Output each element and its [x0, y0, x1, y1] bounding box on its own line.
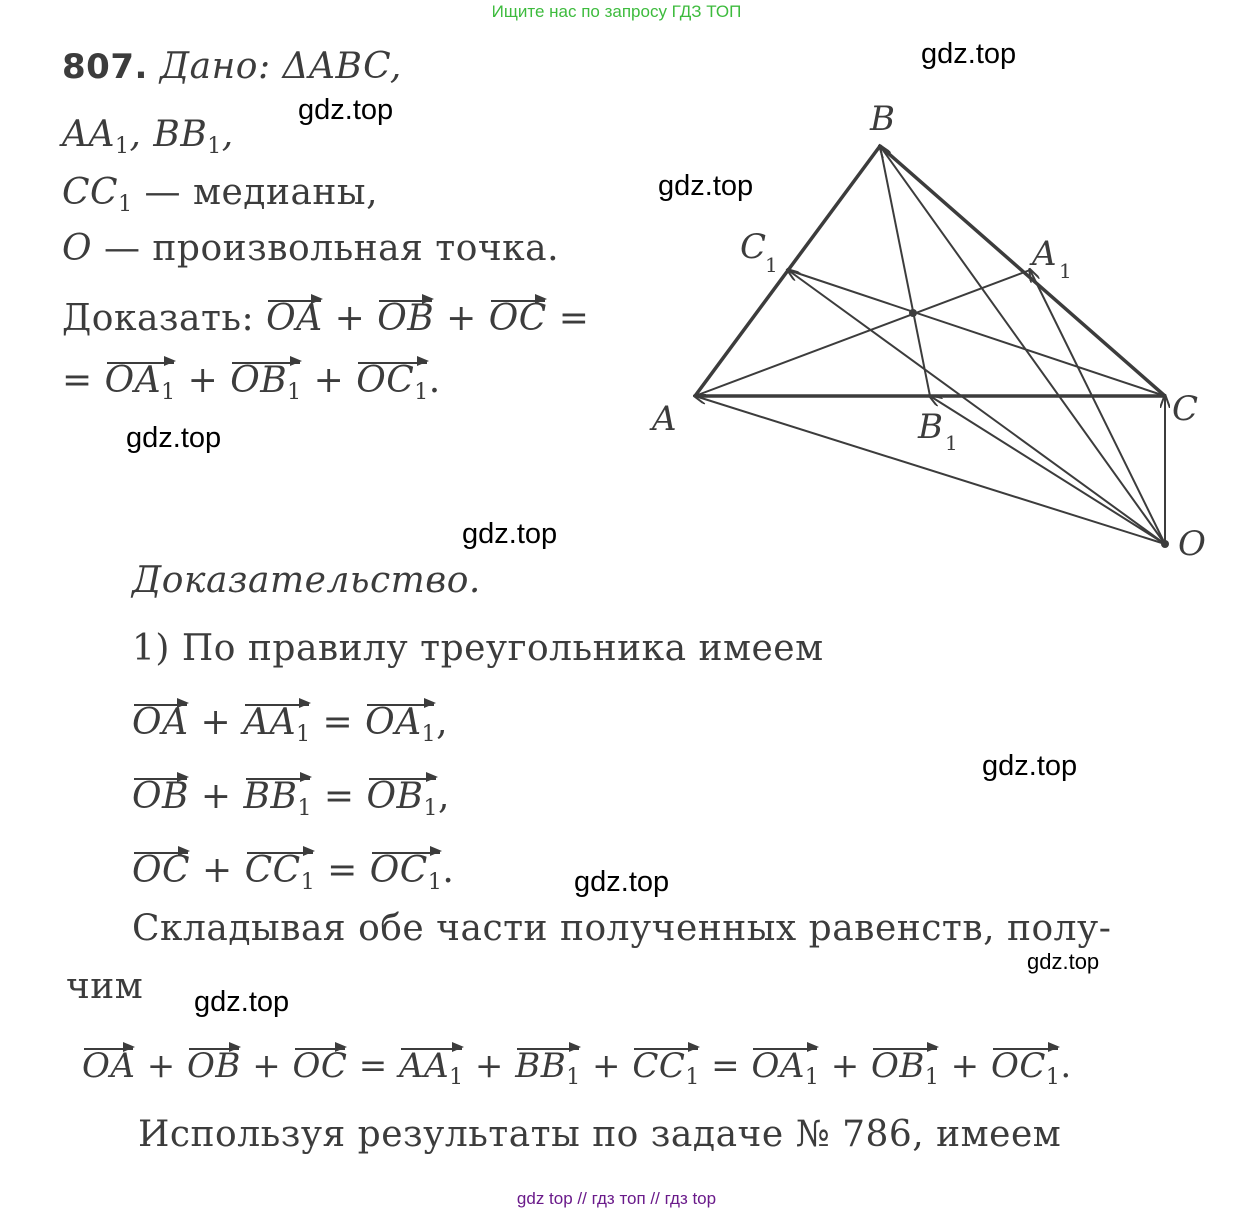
equation-sum: OA + OB + OC = $AA_1 + BB_1 + CC_1 = OA_1 + OB_1 + OC_1$. [82, 1046, 1072, 1090]
label-C1-sub: 1 [765, 253, 778, 277]
watermark: gdz.top [298, 94, 394, 126]
problem-number: 807. [62, 47, 148, 87]
proof-title: Доказательство. [132, 560, 481, 601]
label-B1: B [918, 407, 943, 447]
vector-OA1 [1030, 270, 1165, 544]
watermark: gdz.top [982, 750, 1078, 782]
using-line: Используя результаты по задаче № 786, имеем [138, 1114, 1062, 1155]
label-A1-sub: 1 [1059, 259, 1072, 283]
point-O [1161, 540, 1169, 548]
watermark: gdz.top [462, 518, 558, 550]
medians-text: — медианы, [144, 172, 379, 213]
label-B: B [870, 99, 895, 139]
given-point-line: O — произвольная точка. [62, 228, 560, 269]
prove-line2: = $OA_1 + OB_1 + OC_1$. [62, 360, 441, 405]
watermark: gdz.top [194, 986, 290, 1018]
centroid-point [909, 309, 917, 317]
prove-line1: Доказать: OA + OB + OC = [62, 298, 590, 339]
watermark-small: gdz.top [1027, 949, 1100, 974]
watermark: gdz.top [658, 170, 754, 202]
top-banner: Ищите нас по запросу ГДЗ ТОП [491, 2, 742, 21]
label-O: O [1178, 524, 1206, 564]
given-medians-line1: $AA_1$, $BB_1$, [62, 114, 234, 159]
vector-OB [880, 146, 1165, 544]
label-A1: A [1032, 234, 1057, 274]
watermark: gdz.top [574, 866, 670, 898]
given-medians-line2: $CC_1$ — медианы, [62, 172, 379, 217]
problem-header [62, 46, 402, 87]
given-label: Дано: [159, 46, 271, 87]
label-C1: C [740, 227, 767, 267]
footer-links[interactable]: gdz top // гдз топ // гдз top [516, 1189, 717, 1208]
vector-OB1 [930, 396, 1165, 544]
label-C: C [1172, 389, 1199, 429]
proof-step1: 1) По правилу треугольника имеем [132, 628, 824, 669]
equation-OB: OB + $BB_1 = OB_1$, [132, 776, 450, 821]
label-A: A [652, 399, 677, 439]
summing-line: Складывая обе части полученных равенств, полу- [132, 908, 1112, 949]
equation-OA: OA + $AA_1 = OA_1$, [132, 702, 449, 747]
summing-cont: чим [66, 966, 144, 1007]
vector-OC1 [788, 270, 1165, 544]
label-B1-sub: 1 [945, 431, 958, 455]
prove-label: Доказать: [62, 298, 255, 339]
point-text: — произвольная точка. [103, 228, 560, 269]
watermark: gdz.top [126, 422, 222, 454]
given-triangle: ΔABC, [282, 46, 402, 87]
equation-OC: OC + $CC_1 = OC_1$. [132, 850, 455, 895]
median-CC1 [788, 270, 1165, 396]
watermark: gdz.top [921, 38, 1017, 70]
triangle-figure [640, 95, 1230, 575]
median-AA1 [695, 270, 1030, 396]
